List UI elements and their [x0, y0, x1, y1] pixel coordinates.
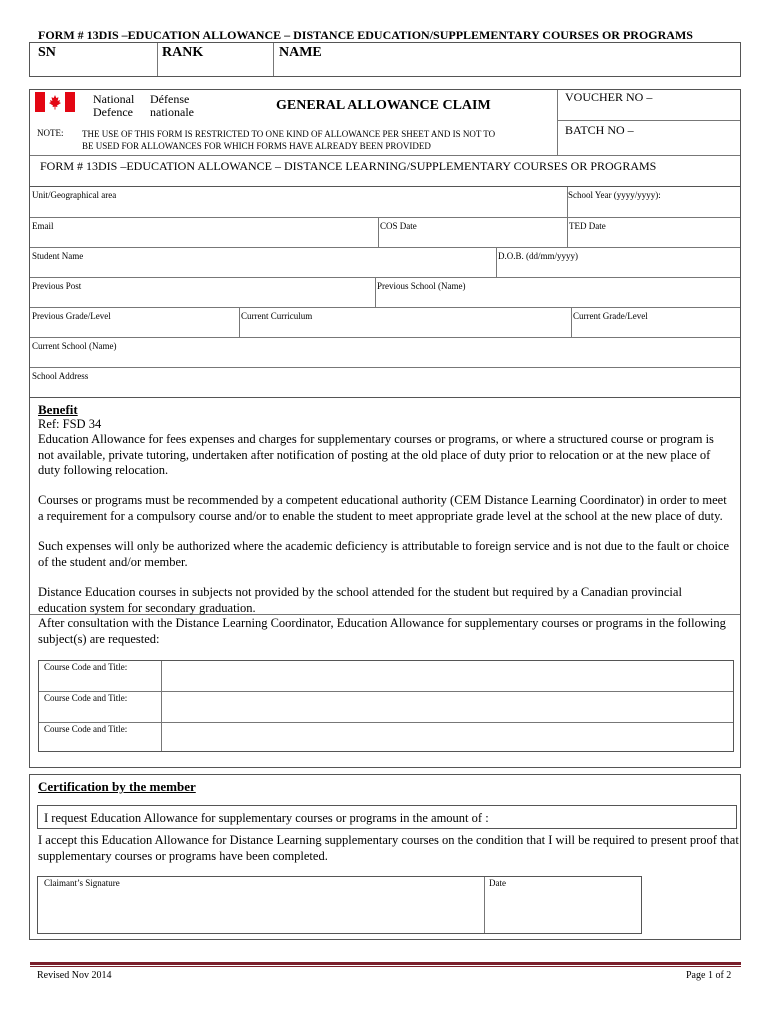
- rank-field[interactable]: [157, 60, 272, 76]
- page-number: Page 1 of 2: [686, 970, 732, 981]
- benefit-paragraph-4: Distance Education courses in subjects not provided by the school attended for the student but required by a Canadian provincial education system for secondary graduation.: [38, 585, 682, 615]
- email-label: Email: [32, 221, 54, 231]
- certification-heading: Certification by the member: [38, 779, 196, 794]
- student-name-label: Student Name: [32, 251, 84, 261]
- form-title: FORM # 13DIS –EDUCATION ALLOWANCE – DISTANCE EDUCATION/SUPPLEMENTARY COURSES OR PROGRAMS: [38, 28, 693, 42]
- previous-post-field[interactable]: [30, 292, 373, 307]
- form-subtitle: FORM # 13DIS –EDUCATION ALLOWANCE – DISTANCE LEARNING/SUPPLEMENTARY COURSES OR PROGRAMS: [40, 159, 657, 173]
- national-defence-en: National Defence: [93, 92, 135, 119]
- current-school-field[interactable]: [30, 352, 739, 367]
- footer-rule: [30, 962, 741, 965]
- sn-label: SN: [38, 45, 56, 60]
- course-row-2-input[interactable]: [162, 692, 732, 721]
- benefit-paragraph-3: Such expenses will only be authorized where the academic deficiency is attributable to foreign service and is not due to the fault or choice of the student and/or member.: [38, 539, 730, 569]
- school-year-field[interactable]: [567, 202, 739, 217]
- voucher-label: VOUCHER NO –: [565, 90, 653, 104]
- current-grade-label: Current Grade/Level: [573, 311, 648, 321]
- note-text: THE USE OF THIS FORM IS RESTRICTED TO ONE KIND OF ALLOWANCE PER SHEET AND IS NOT TO BE USED FOR ALLOWANCES FOR WHICH FORMS HAVE ALREADY BEEN PROVIDED: [82, 129, 496, 151]
- email-field[interactable]: [30, 232, 376, 247]
- unit-field[interactable]: [30, 202, 565, 217]
- unit-label: Unit/Geographical area: [32, 190, 117, 200]
- current-curriculum-label: Current Curriculum: [241, 311, 313, 321]
- name-field[interactable]: [273, 60, 739, 76]
- dob-field[interactable]: [496, 262, 739, 277]
- signature-label: Claimant’s Signature: [44, 878, 120, 888]
- previous-grade-field[interactable]: [30, 322, 237, 337]
- cos-date-label: COS Date: [380, 221, 417, 231]
- amount-field[interactable]: [495, 807, 735, 827]
- date-field[interactable]: [484, 890, 641, 933]
- ted-date-label: TED Date: [569, 221, 606, 231]
- course-row-1-input[interactable]: [162, 661, 732, 690]
- school-address-field[interactable]: [30, 382, 739, 397]
- benefit-ref: Ref: FSD 34: [38, 417, 102, 431]
- previous-school-field[interactable]: [375, 292, 739, 307]
- dob-label: D.O.B. (dd/mm/yyyy): [498, 251, 578, 261]
- benefit-paragraph-1: Education Allowance for fees expenses and charges for supplementary courses or programs, or where a structured course or program is not available, private tutoring, undertaken after notification of posting at the old place of duty prior to relocation or at the new place of duty following relocation.: [38, 432, 714, 477]
- course-row-3-label: Course Code and Title:: [44, 724, 128, 734]
- previous-post-label: Previous Post: [32, 281, 82, 291]
- previous-grade-label: Previous Grade/Level: [32, 311, 111, 321]
- claim-title: GENERAL ALLOWANCE CLAIM: [276, 98, 491, 113]
- batch-field[interactable]: [558, 137, 739, 153]
- voucher-field[interactable]: [558, 104, 739, 118]
- note-label: NOTE:: [37, 128, 64, 138]
- benefit-paragraph-2: Courses or programs must be recommended by a competent educational authority (CEM Distance Learning Coordinator) in order to meet a requirement for a compulsory course and/or to enable the student to meet appropriate grade level at the school at the new place of duty.: [38, 493, 727, 523]
- benefit-heading: Benefit: [38, 402, 78, 417]
- course-row-1-label: Course Code and Title:: [44, 662, 128, 672]
- school-address-label: School Address: [32, 371, 89, 381]
- school-year-label: School Year (yyyy/yyyy):: [568, 190, 661, 200]
- current-grade-field[interactable]: [571, 322, 739, 337]
- student-name-field[interactable]: [30, 262, 494, 277]
- canada-flag-icon: [35, 92, 75, 112]
- ted-date-field[interactable]: [567, 232, 739, 247]
- acceptance-text: I accept this Education Allowance for Distance Learning supplementary courses on the condition that I will be required to present proof that supplementary courses or programs have been completed.: [38, 833, 739, 863]
- course-row-2-label: Course Code and Title:: [44, 693, 128, 703]
- cos-date-field[interactable]: [378, 232, 565, 247]
- signature-field[interactable]: [38, 890, 482, 933]
- amount-request-text: I request Education Allowance for supplementary courses or programs in the amount of :: [44, 811, 489, 825]
- previous-school-label: Previous School (Name): [377, 281, 466, 291]
- name-label: NAME: [279, 45, 322, 60]
- footer-rule-thin: [30, 966, 741, 967]
- current-school-label: Current School (Name): [32, 341, 117, 351]
- benefit-paragraph-5: After consultation with the Distance Learning Coordinator, Education Allowance for supplementary courses or programs in the following subject(s) are requested:: [38, 616, 726, 646]
- revised-date: Revised Nov 2014: [37, 970, 112, 981]
- current-curriculum-field[interactable]: [239, 322, 569, 337]
- batch-label: BATCH NO –: [565, 123, 634, 137]
- course-row-3-input[interactable]: [162, 723, 732, 751]
- defense-nationale-fr: Défense nationale: [150, 92, 194, 119]
- sn-field[interactable]: [30, 60, 156, 76]
- rank-label: RANK: [162, 45, 204, 60]
- date-label: Date: [489, 878, 506, 888]
